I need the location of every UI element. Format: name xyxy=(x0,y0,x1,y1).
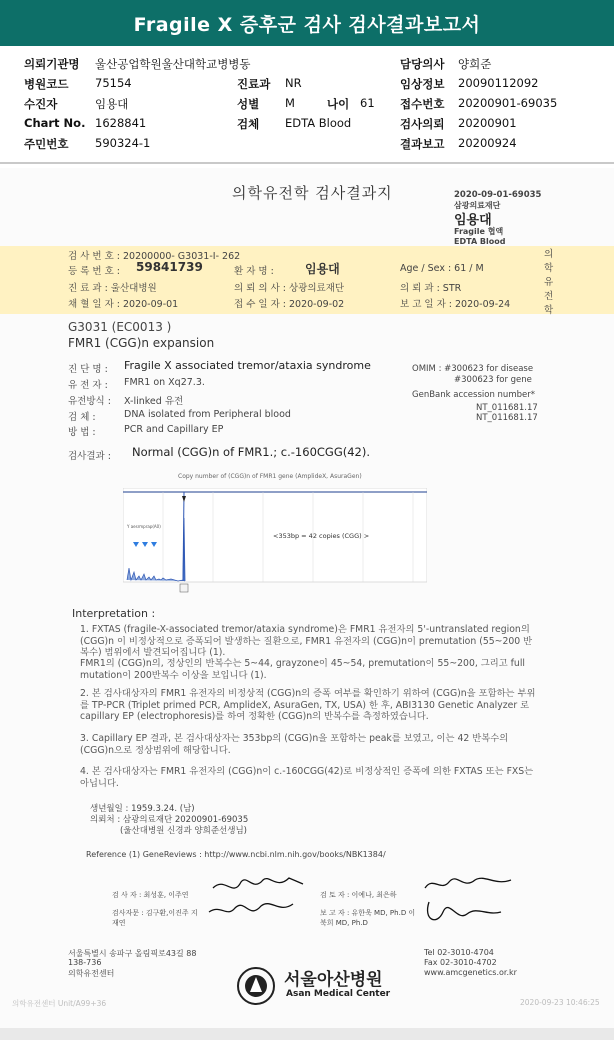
tester-line: 검 사 자 : 최성훈, 이주연 xyxy=(112,891,189,899)
scanned-result-sheet xyxy=(0,168,614,1040)
footer-timestamp: 2020-09-23 10:46:25 xyxy=(520,998,600,1007)
hospital-name-ko: 서울아산병원 xyxy=(284,970,383,990)
test-name: FMR1 (CGG)n expansion xyxy=(68,336,215,350)
value-age: 61 xyxy=(360,96,375,110)
requesting-doctor-line: 의 뢰 의 사 : 상광의료재단 xyxy=(234,283,345,294)
value-resident-number: 590324-1 xyxy=(95,136,151,150)
field-value: DNA isolated from Peripheral blood xyxy=(124,409,291,420)
genbank-label: GenBank accession number* xyxy=(412,390,535,400)
sheet-title: 의학유전학 검사결과지 xyxy=(232,184,393,202)
bottom-margin xyxy=(0,1028,614,1040)
label-age: 나이 xyxy=(327,97,350,111)
interpretation-paragraph: 2. 본 검사대상자의 FMR1 유전자의 비정상적 (CGG)n의 증폭 여부를 확인하기 위하여 (CGG)n을 포함하는 부위를 TP-PCR (Triplet primed PCR, AmplideX, AsuraGen, TX, USA) 한 후, ABI3130 Genetic Analyzer 로 capillary EP (electrophoresis)를 하여 정확한 (CGG)n의 반복수를 측정하였습니다. xyxy=(80,688,536,722)
corner-id: 2020-09-01-69035 xyxy=(454,190,542,200)
collection-date: 채 혈 일 자 : 2020-09-01 xyxy=(68,299,179,310)
value-requesting-institution: 울산공업학원울산대학교병병동 xyxy=(95,57,251,71)
interpretation-paragraph: FMR1의 (CGG)n의, 정상인의 반복수는 5~44, grayzone이 45~54, premutation이 55~200, 그리고 full mutation이 200반복수 이상을 보입니다 (1). xyxy=(80,658,525,681)
age-sex: Age / Sex : 61 / M xyxy=(400,263,484,274)
value-department: NR xyxy=(285,76,302,90)
requester-detail: (울산대병원 신경과 양희준선생님) xyxy=(120,826,247,836)
genbank-accession: NT_011681.17 xyxy=(476,413,538,423)
channel-label: Y aesrmprap(A0) xyxy=(127,524,161,529)
electropherogram-plot xyxy=(123,488,427,598)
label-hospital-code: 병원코드 xyxy=(24,77,69,91)
advisor-line: 검사자문 : 김구환,이진주 지재연 xyxy=(112,909,198,927)
omim-line: OMIM : #300623 for disease xyxy=(412,364,534,374)
patient-info-box xyxy=(0,246,614,314)
requesting-dept-line: 의 뢰 과 : STR xyxy=(400,283,462,294)
label-clinical-info: 임상정보 xyxy=(400,77,445,91)
label-accession-number: 접수번호 xyxy=(400,97,445,111)
birth-date: 생년월일 : 1959.3.24. (남) xyxy=(90,804,195,814)
result-value: Normal (CGG)n of FMR1.; c.-160CGG(42). xyxy=(132,445,370,459)
signature-testers xyxy=(205,868,315,928)
value-clinical-info: 20090112092 xyxy=(458,76,539,90)
label-test-request: 검사의뢰 xyxy=(400,117,445,131)
header-row xyxy=(0,76,614,94)
report-title-bar xyxy=(0,0,614,46)
value-doctor: 양희준 xyxy=(458,57,492,71)
footer-left: 의학유전센터 Unit/A99+36 xyxy=(12,999,107,1008)
header-row xyxy=(0,96,614,114)
field-label: 방 법 : xyxy=(68,427,96,438)
field-label: 유 전 자 : xyxy=(68,380,108,391)
field-value: PCR and Capillary EP xyxy=(124,424,224,435)
label-specimen: 검체 xyxy=(237,117,260,131)
asan-foundation-logo-icon xyxy=(236,966,276,1006)
reference: Reference (1) GeneReviews : http://www.ncbi.nlm.nih.gov/books/NBK1384/ xyxy=(86,850,386,859)
electropherogram xyxy=(123,488,427,598)
test-number: 검 사 번 호 : 20200000- G3031-I- 262 xyxy=(68,251,241,262)
interpretation-paragraph: 1. FXTAS (fragile-X-associated tremor/ataxia syndrome)은 FMR1 유전자의 5'-untranslated region의 (CGG)n 이 비정상적으로 증폭되어 발생하는 질환으로, FMR1 유전자의 (CGG)n이 premutation (55~200 반복수) 범위에서 발견되어집니다 (1). xyxy=(80,624,533,658)
result-label: 검사결과 : xyxy=(68,451,111,462)
field-value: X-linked 유전 xyxy=(124,396,184,407)
header-row xyxy=(0,116,614,134)
value-sex: M xyxy=(285,96,295,110)
value-accession-number: 20200901-69035 xyxy=(458,96,558,110)
field-label: 검 체 : xyxy=(68,412,96,423)
report-title: Fragile X 증후군 검사 검사결과보고서 xyxy=(133,13,481,36)
label-doctor: 담당의사 xyxy=(400,57,445,71)
genbank-accession: NT_011681.17 xyxy=(476,403,538,413)
label-requesting-institution: 의뢰기관명 xyxy=(24,57,80,71)
report-header xyxy=(0,50,614,160)
address-zip: 138-736 xyxy=(68,958,102,967)
fax: Fax 02-3010-4702 xyxy=(424,958,497,967)
tel: Tel 02-3010-4704 xyxy=(424,948,494,957)
omim-line: #300623 for gene xyxy=(454,375,532,385)
peak-size-box xyxy=(180,584,188,592)
header-row xyxy=(0,56,614,74)
header-row xyxy=(0,136,614,154)
value-report-date: 20200924 xyxy=(458,136,517,150)
vertical-sidebar-text: 의학유전학 xyxy=(544,249,554,316)
field-label: 진 단 명 : xyxy=(68,364,108,375)
reviewer-line: 검 토 자 : 이예나, 최은하 xyxy=(320,891,397,899)
reporter-line: 보 고 자 : 유한욱 MD, Ph.D 이북희 MD, Ph.D xyxy=(320,909,416,927)
interpretation-paragraph: 3. Capillary EP 결과, 본 검사대상자는 353bp의 (CGG)n을 포함하는 peak를 보였고, 이는 42 반복수의 (CGG)n으로 정상범위에 해당합니다. xyxy=(80,733,509,756)
hospital-name-en: Asan Medical Center xyxy=(286,989,391,999)
corner-specimen: EDTA Blood xyxy=(454,237,506,246)
received-date: 접 수 일 자 : 2020-09-02 xyxy=(234,299,345,310)
corner-test: Fragile 협액 xyxy=(454,227,504,236)
label-patient: 수진자 xyxy=(24,97,58,111)
test-code: G3031 (EC0013 ) xyxy=(68,320,172,334)
label-registration-number: 등 록 번 호 : xyxy=(68,266,120,277)
value-test-request: 20200901 xyxy=(458,116,517,130)
value-registration-number: 59841739 xyxy=(136,260,203,274)
label-sex: 성별 xyxy=(237,97,260,111)
label-patient-name: 환 자 명 : xyxy=(234,266,274,277)
peak-annotation: <353bp = 42 copies (CGG) > xyxy=(273,532,370,540)
reported-date: 보 고 일 자 : 2020-09-24 xyxy=(400,299,511,310)
interpretation-title: Interpretation : xyxy=(72,607,156,620)
signature-reviewers xyxy=(415,868,525,928)
header-divider xyxy=(0,162,614,164)
label-resident-number: 주민번호 xyxy=(24,137,69,151)
value-patient: 임용대 xyxy=(95,97,129,111)
corner-name: 임용대 xyxy=(454,213,492,228)
label-report-date: 결과보고 xyxy=(400,137,445,151)
field-value: FMR1 on Xq27.3. xyxy=(124,377,205,388)
interpretation-paragraph: 4. 본 검사대상자는 FMR1 유전자의 (CGG)n이 c.-160CGG(42)로 비정상적인 증폭에 의한 FXTAS 또는 FXS는 아닙니다. xyxy=(80,766,534,789)
address-line: 서울특별시 송파구 올림픽로43길 88 xyxy=(68,949,197,958)
value-patient-name: 임용대 xyxy=(305,262,340,276)
requester: 의뢰처 : 삼광의료재단 20200901-69035 xyxy=(90,815,249,825)
field-value: Fragile X associated tremor/ataxia syndrome xyxy=(124,359,371,372)
value-hospital-code: 75154 xyxy=(95,76,132,90)
address-center: 의학유전센터 xyxy=(68,969,115,978)
website: www.amcgenetics.or.kr xyxy=(424,968,517,977)
value-specimen: EDTA Blood xyxy=(285,116,352,130)
label-department: 진료과 xyxy=(237,77,271,91)
chart-caption: Copy number of (CGG)n of FMR1 gene (AmplideX, AsuraGen) xyxy=(178,473,362,480)
department-line: 진 료 과 : 울산대병원 xyxy=(68,283,157,294)
label-chart-no: Chart No. xyxy=(24,116,86,130)
corner-lab: 삼광의료재단 xyxy=(454,201,501,210)
value-chart-no: 1628841 xyxy=(95,116,147,130)
field-label: 유전방식 : xyxy=(68,396,111,407)
